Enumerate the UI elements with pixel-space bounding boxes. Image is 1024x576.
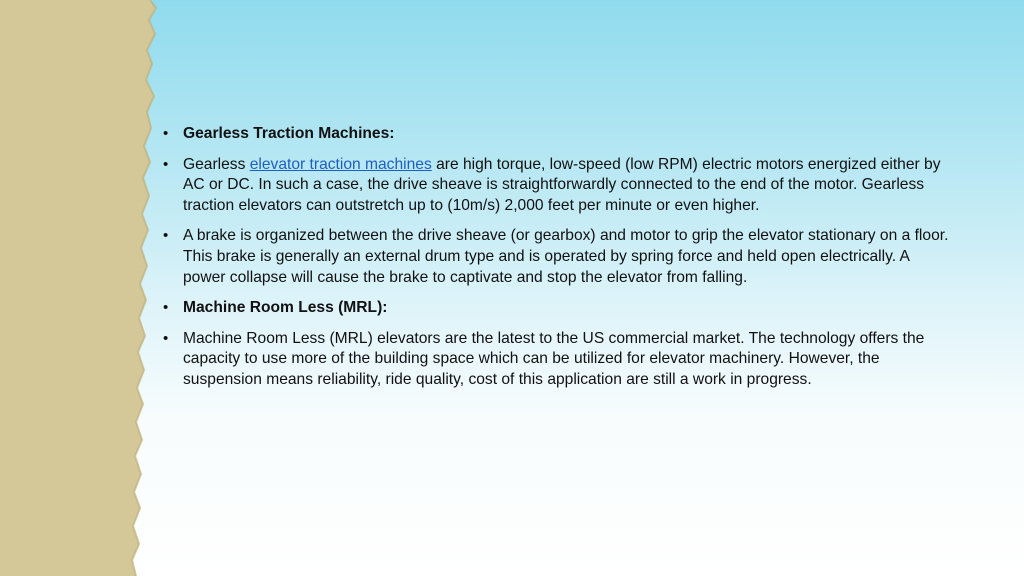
paragraph-text-end: are high torque, low-speed (low RPM) electric motors energized either by AC or DC. In such a case, the drive sheave is straightforwardly connected to the end of the motor. Gearless traction elevators can outstretch up to (10m/s) 2,000 feet per minute or even higher.: [183, 155, 941, 214]
slide-content: [163, 124, 953, 401]
bullet-list: [163, 124, 953, 391]
bullet-item-brake: [163, 226, 953, 288]
torn-paper-decoration: [0, 0, 180, 576]
bullet-icon: •: [163, 155, 169, 173]
bullet-item-mrl-description: [163, 329, 953, 391]
elevator-traction-machines-link[interactable]: elevator traction machines: [249, 155, 432, 173]
bullet-icon: •: [163, 329, 169, 347]
bullet-icon: •: [163, 125, 169, 142]
section-heading: Machine Room Less (MRL):: [183, 299, 388, 317]
paragraph-text: Machine Room Less (MRL) elevators are the latest to the US commercial market. The technology offers the capacity to use more of the building space which can be utilized for elevator machinery. However, the suspension means reliability, ride quality, cost of this application are still a work in progress.: [183, 329, 925, 388]
bullet-icon: •: [163, 299, 169, 317]
section-heading: Gearless Traction Machines:: [183, 125, 395, 142]
paragraph-text-start: Gearless: [183, 155, 250, 173]
paragraph-text: A brake is organized between the drive sheave (or gearbox) and motor to grip the elevator stationary on a floor. This brake is generally an external drum type and is operated by spring force and held open electrically. A power collapse will cause the brake to captivate and stop the elevator from falling.: [183, 227, 949, 286]
bullet-item-mrl-heading: [163, 298, 953, 319]
bullet-item-gearless-description: [163, 155, 953, 217]
bullet-item-gearless-heading: [163, 124, 953, 145]
bullet-icon: •: [163, 227, 169, 245]
